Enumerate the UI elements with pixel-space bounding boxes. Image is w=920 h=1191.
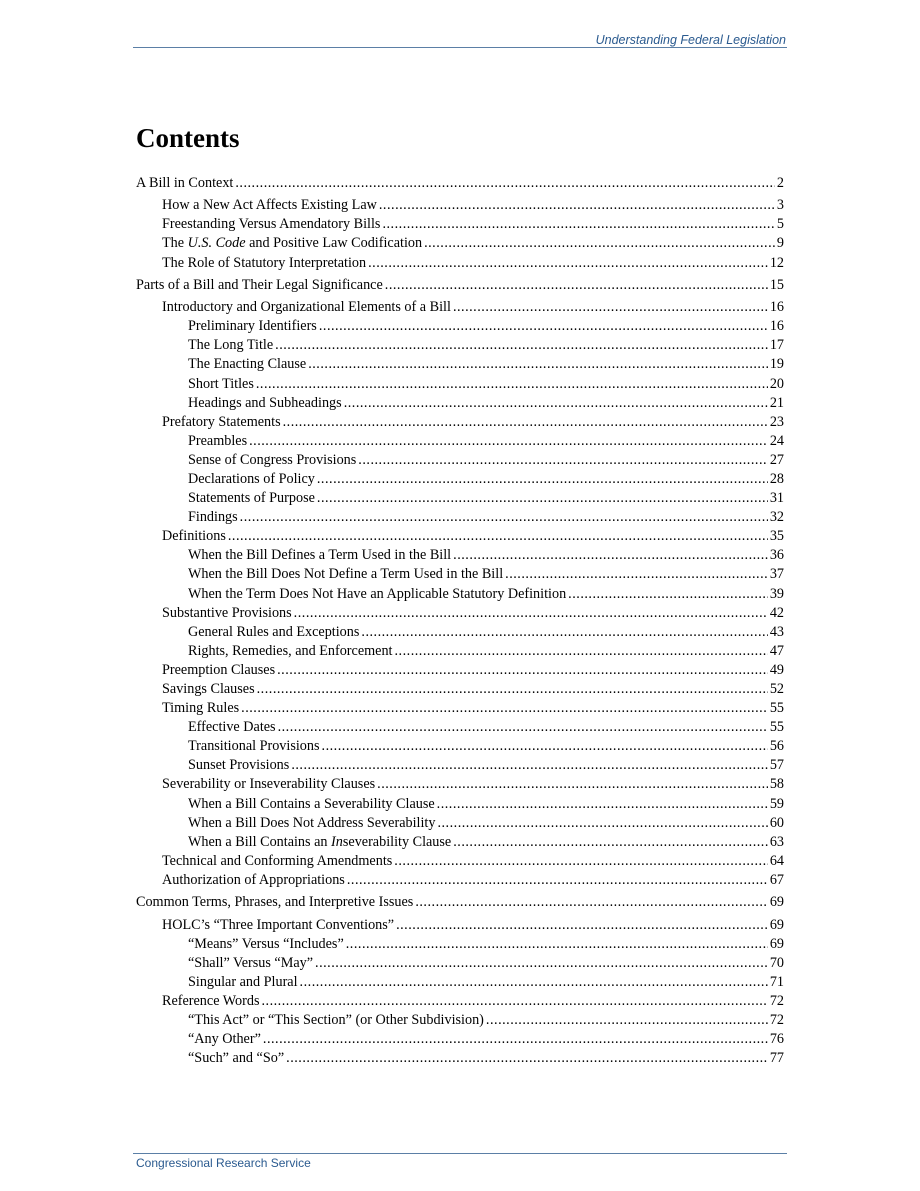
- toc-entry-title: The U.S. Code and Positive Law Codification: [162, 235, 423, 252]
- header-divider: [133, 47, 787, 48]
- toc-entry[interactable]: [136, 699, 784, 718]
- toc-dot-leader: [263, 1030, 768, 1049]
- page-title: Contents: [136, 123, 240, 153]
- toc-entry[interactable]: [136, 451, 784, 470]
- toc-page-number: 72: [769, 992, 784, 1009]
- toc-dot-leader: [228, 527, 768, 546]
- toc-dot-leader: [317, 489, 768, 508]
- toc-entry-title: Declarations of Policy: [188, 470, 315, 487]
- toc-dot-leader: [322, 737, 768, 756]
- toc-page-number: 60: [769, 814, 784, 831]
- toc-page-number: 27: [769, 451, 784, 468]
- toc-entry-title: When a Bill Contains an Inseverability Clause: [188, 833, 452, 850]
- toc-entry-title: “Shall” Versus “May”: [188, 954, 314, 971]
- toc-dot-leader: [291, 756, 768, 775]
- toc-entry-title: Preambles: [188, 432, 248, 449]
- toc-entry[interactable]: [136, 355, 784, 374]
- toc-entry[interactable]: [136, 174, 784, 193]
- toc-dot-leader: [256, 375, 768, 394]
- toc-page-number: 55: [769, 719, 784, 736]
- toc-entry-title: A Bill in Context: [136, 175, 234, 191]
- toc-page-number: 20: [769, 375, 784, 392]
- toc-page-number: 42: [769, 604, 784, 621]
- toc-page-number: 69: [769, 935, 784, 952]
- footer-divider: [133, 1153, 787, 1154]
- toc-page-number: 64: [769, 852, 784, 869]
- toc-entry[interactable]: [136, 623, 784, 642]
- toc-entry-title: Preemption Clauses: [162, 661, 276, 678]
- toc-dot-leader: [361, 623, 767, 642]
- toc-dot-leader: [385, 276, 768, 295]
- toc-entry[interactable]: [136, 833, 784, 852]
- toc-entry[interactable]: [136, 954, 784, 973]
- toc-dot-leader: [257, 680, 768, 699]
- toc-page-number: 76: [769, 1031, 784, 1048]
- toc-dot-leader: [415, 893, 767, 912]
- toc-entry-title: The Long Title: [188, 337, 274, 354]
- toc-entry-title: Headings and Subheadings: [188, 394, 342, 411]
- toc-entry-title: Definitions: [162, 528, 226, 545]
- toc-entry[interactable]: [136, 661, 784, 680]
- toc-page-number: 55: [769, 700, 784, 717]
- toc-entry[interactable]: [136, 276, 784, 295]
- toc-page-number: 47: [769, 642, 784, 659]
- toc-entry-title: Sunset Provisions: [188, 757, 290, 774]
- toc-entry[interactable]: [136, 992, 784, 1011]
- toc-page-number: 63: [769, 833, 784, 850]
- toc-entry[interactable]: [136, 1011, 784, 1030]
- toc-entry-title: Statements of Purpose: [188, 490, 315, 507]
- toc-entry-title: Preliminary Identifiers: [188, 318, 317, 335]
- toc-dot-leader: [358, 451, 768, 470]
- toc-entry-title: Common Terms, Phrases, and Interpretive Issues: [136, 894, 414, 911]
- toc-entry[interactable]: [136, 1049, 784, 1068]
- toc-entry-title: Short Titles: [188, 375, 254, 392]
- toc-entry[interactable]: [136, 375, 784, 394]
- toc-page-number: 35: [769, 528, 784, 545]
- toc-dot-leader: [347, 871, 768, 890]
- toc-entry-title: Timing Rules: [162, 700, 240, 717]
- toc-page-number: 69: [769, 894, 784, 911]
- toc-entry[interactable]: [136, 642, 784, 661]
- toc-entry[interactable]: [136, 737, 784, 756]
- running-header-title: Understanding Federal Legislation: [595, 33, 786, 47]
- toc-entry-title: When the Bill Does Not Define a Term Used in the Bill: [188, 566, 504, 583]
- toc-entry[interactable]: [136, 852, 784, 871]
- toc-page-number: 43: [769, 623, 784, 640]
- toc-page-number: 9: [776, 235, 784, 252]
- toc-dot-leader: [346, 935, 768, 954]
- toc-entry[interactable]: [136, 489, 784, 508]
- toc-dot-leader: [379, 196, 775, 215]
- toc-dot-leader: [283, 413, 768, 432]
- toc-page-number: 31: [769, 490, 784, 507]
- toc-page-number: 32: [769, 509, 784, 526]
- toc-entry[interactable]: [136, 935, 784, 954]
- toc-entry-title: How a New Act Affects Existing Law: [162, 197, 377, 214]
- toc-entry[interactable]: [136, 432, 784, 451]
- toc-entry-title: “This Act” or “This Section” (or Other Subdivision): [188, 1011, 484, 1028]
- toc-dot-leader: [568, 585, 768, 604]
- toc-entry[interactable]: [136, 973, 784, 992]
- toc-page-number: 2: [776, 175, 784, 191]
- toc-entry-title: HOLC’s “Three Important Conventions”: [162, 916, 395, 933]
- toc-page-number: 56: [769, 738, 784, 755]
- toc-dot-leader: [394, 852, 768, 871]
- toc-page-number: 3: [776, 197, 784, 214]
- toc-entry[interactable]: [136, 814, 784, 833]
- toc-page-number: 16: [769, 299, 784, 316]
- toc-entry-title: Singular and Plural: [188, 973, 298, 990]
- toc-entry[interactable]: [136, 795, 784, 814]
- toc-entry[interactable]: [136, 413, 784, 432]
- toc-page-number: 12: [769, 254, 784, 271]
- toc-page-number: 59: [769, 795, 784, 812]
- toc-page-number: 5: [776, 216, 784, 233]
- toc-entry-title: Rights, Remedies, and Enforcement: [188, 642, 393, 659]
- toc-entry-title: Prefatory Statements: [162, 413, 281, 430]
- toc-dot-leader: [382, 215, 774, 234]
- toc-entry-title: Freestanding Versus Amendatory Bills: [162, 216, 381, 233]
- toc-entry-title: Findings: [188, 509, 238, 526]
- toc-entry[interactable]: [136, 470, 784, 489]
- toc-dot-leader: [294, 604, 768, 623]
- toc-page-number: 49: [769, 661, 784, 678]
- toc-entry-title: Transitional Provisions: [188, 738, 320, 755]
- toc-entry[interactable]: [136, 893, 784, 912]
- toc-dot-leader: [235, 174, 775, 193]
- toc-entry-title: Parts of a Bill and Their Legal Significance: [136, 276, 383, 293]
- toc-dot-leader: [249, 432, 768, 451]
- toc-dot-leader: [277, 661, 768, 680]
- toc-entry-title: Authorization of Appropriations: [162, 871, 345, 888]
- toc-dot-leader: [300, 973, 768, 992]
- toc-entry[interactable]: [136, 508, 784, 527]
- toc-dot-leader: [395, 642, 768, 661]
- footer-publisher: Congressional Research Service: [136, 1156, 311, 1170]
- toc-entry[interactable]: [136, 604, 784, 623]
- toc-dot-leader: [437, 795, 768, 814]
- toc-page-number: 37: [769, 566, 784, 583]
- toc-entry[interactable]: [136, 1030, 784, 1049]
- toc-entry[interactable]: [136, 196, 784, 215]
- toc-page-number: 67: [769, 871, 784, 888]
- toc-entry[interactable]: [136, 775, 784, 794]
- toc-page-number: 77: [769, 1050, 784, 1067]
- toc-page-number: 57: [769, 757, 784, 774]
- toc-entry[interactable]: [136, 215, 784, 234]
- toc-dot-leader: [453, 546, 768, 565]
- toc-entry[interactable]: [136, 254, 784, 273]
- toc-dot-leader: [317, 470, 768, 489]
- toc-entry[interactable]: [136, 585, 784, 604]
- toc-entry-title: Severability or Inseverability Clauses: [162, 776, 376, 793]
- toc-entry[interactable]: [136, 916, 784, 935]
- toc-dot-leader: [344, 394, 768, 413]
- toc-entry-title: When a Bill Contains a Severability Clause: [188, 795, 435, 812]
- toc-page-number: 71: [769, 973, 784, 990]
- toc-dot-leader: [437, 814, 767, 833]
- toc-dot-leader: [453, 833, 768, 852]
- toc-dot-leader: [368, 254, 768, 273]
- toc-page-number: 72: [769, 1011, 784, 1028]
- toc-page-number: 16: [769, 318, 784, 335]
- toc-entry[interactable]: [136, 756, 784, 775]
- toc-dot-leader: [424, 234, 775, 253]
- toc-entry-title: Sense of Congress Provisions: [188, 451, 357, 468]
- toc-dot-leader: [319, 317, 768, 336]
- toc-entry[interactable]: [136, 234, 784, 253]
- toc-dot-leader: [377, 775, 768, 794]
- toc-entry[interactable]: [136, 565, 784, 584]
- toc-entry-title: When the Bill Defines a Term Used in the Bill: [188, 547, 452, 564]
- toc-page-number: 36: [769, 547, 784, 564]
- toc-page-number: 39: [769, 585, 784, 602]
- toc-entry-title: Effective Dates: [188, 719, 276, 736]
- toc-entry-title: Savings Clauses: [162, 681, 255, 697]
- toc-entry-title: “Means” Versus “Includes”: [188, 935, 344, 952]
- toc-dot-leader: [505, 565, 768, 584]
- toc-page-number: 24: [769, 432, 784, 449]
- toc-entry-title: Reference Words: [162, 992, 260, 1009]
- toc-entry[interactable]: [136, 871, 784, 890]
- toc-entry[interactable]: [136, 394, 784, 413]
- toc-entry[interactable]: [136, 546, 784, 565]
- toc-page-number: 69: [769, 916, 784, 933]
- toc-dot-leader: [241, 699, 768, 718]
- toc-dot-leader: [308, 355, 768, 374]
- toc-dot-leader: [286, 1049, 768, 1068]
- table-of-contents: [136, 174, 784, 1068]
- toc-page-number: 15: [769, 276, 784, 293]
- toc-entry-title: The Role of Statutory Interpretation: [162, 254, 367, 271]
- toc-entry-title: Introductory and Organizational Elements of a Bill: [162, 299, 451, 316]
- toc-entry[interactable]: [136, 336, 784, 355]
- toc-dot-leader: [261, 992, 767, 1011]
- toc-dot-leader: [396, 916, 768, 935]
- toc-page-number: 21: [769, 394, 784, 411]
- toc-entry[interactable]: [136, 718, 784, 737]
- toc-entry-title: “Any Other”: [188, 1031, 261, 1048]
- toc-entry[interactable]: [136, 317, 784, 336]
- toc-entry-title: “Such” and “So”: [188, 1050, 285, 1067]
- toc-page-number: 19: [769, 356, 784, 373]
- toc-page-number: 28: [769, 470, 784, 487]
- toc-entry-title: General Rules and Exceptions: [188, 623, 360, 640]
- toc-dot-leader: [240, 508, 768, 527]
- toc-entry-title: The Enacting Clause: [188, 356, 307, 373]
- toc-page-number: 70: [769, 954, 784, 971]
- toc-entry[interactable]: [136, 298, 784, 317]
- toc-page-number: 17: [769, 337, 784, 354]
- toc-entry-title: When the Term Does Not Have an Applicable Statutory Definition: [188, 585, 567, 602]
- toc-dot-leader: [486, 1011, 768, 1030]
- toc-dot-leader: [315, 954, 768, 973]
- toc-entry-title: Technical and Conforming Amendments: [162, 852, 393, 869]
- toc-dot-leader: [453, 298, 768, 317]
- toc-dot-leader: [278, 718, 768, 737]
- toc-page-number: 23: [769, 413, 784, 430]
- toc-dot-leader: [275, 336, 768, 355]
- toc-entry[interactable]: [136, 680, 784, 699]
- toc-page-number: 52: [769, 681, 784, 697]
- toc-entry-title: Substantive Provisions: [162, 604, 292, 621]
- toc-entry[interactable]: [136, 527, 784, 546]
- toc-page-number: 58: [769, 776, 784, 793]
- toc-entry-title: When a Bill Does Not Address Severability: [188, 814, 436, 831]
